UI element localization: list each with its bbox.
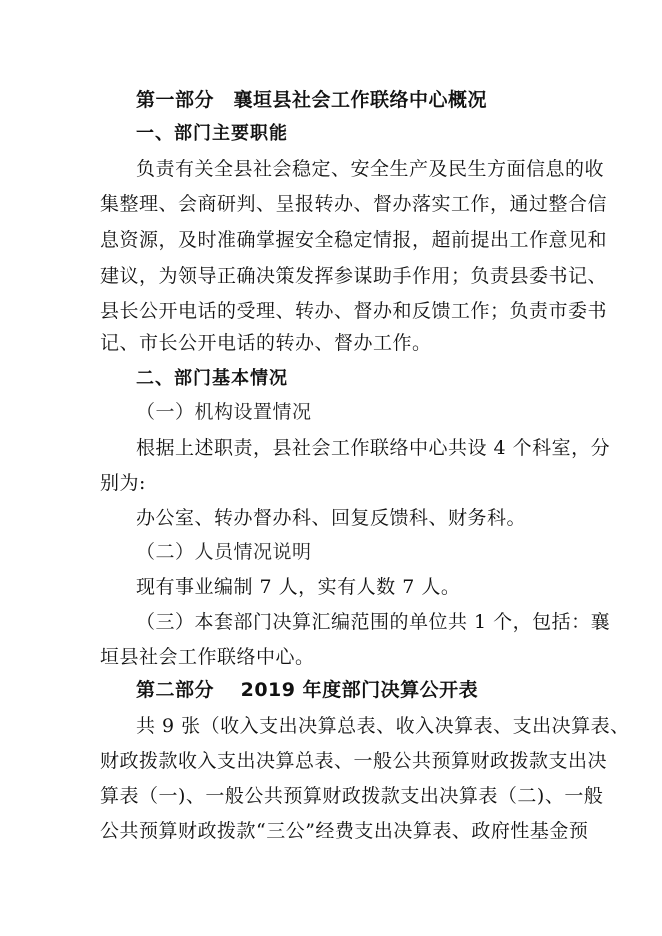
- subsection1-heading: （一）机构设置情况: [136, 401, 312, 423]
- subsection1-line-2: 别为:: [100, 472, 146, 494]
- section1-line-3: 息资源，及时准确掌握安全稳定情报，超前提出工作意见和: [100, 229, 608, 251]
- section1-line-1: 负责有关全县社会稳定、安全生产及民生方面信息的收: [136, 158, 605, 180]
- section1-heading: 一、部门主要职能: [136, 123, 288, 144]
- subsection1-line-3: 办公室、转办督办科、回复反馈科、财务科。: [136, 507, 527, 529]
- subsection3-line-2: 垣县社会工作联络中心。: [100, 646, 315, 668]
- part2-title: 第二部分 2019 年度部门决算公开表: [136, 679, 479, 701]
- section1-line-4: 建议，为领导正确决策发挥参谋助手作用；负责县委书记、: [100, 265, 608, 287]
- part2-line-2: 财政拨款收入支出决算总表、一般公共预算财政拨款支出决: [100, 750, 608, 772]
- part2-line-4: 公共预算财政拨款“三公”经费支出决算表、政府性基金预: [100, 820, 589, 842]
- part1-title: 第一部分 襄垣县社会工作联络中心概况: [136, 89, 488, 111]
- part2-line-1: 共 9 张（收入支出决算总表、收入决算表、支出决算表、: [136, 715, 630, 737]
- part2-line-3: 算表（一)、一般公共预算财政拨款支出决算表（二)、一般: [100, 785, 604, 807]
- subsection1-line-1: 根据上述职责，县社会工作联络中心共设 4 个科室，分: [136, 437, 611, 459]
- subsection3-line-1: （三）本套部门决算汇编范围的单位共 1 个，包括：襄: [136, 611, 611, 633]
- section2-heading: 二、部门基本情况: [136, 368, 288, 389]
- subsection2-line: 现有事业编制 7 人，实有人数 7 人。: [136, 576, 461, 598]
- section1-line-6: 记、市长公开电话的转办、督办工作。: [100, 332, 432, 354]
- section1-line-5: 县长公开电话的受理、转办、督办和反馈工作；负责市委书: [100, 300, 608, 322]
- subsection2-heading: （二）人员情况说明: [136, 541, 312, 563]
- section1-line-2: 集整理、会商研判、呈报转办、督办落实工作，通过整合信: [100, 193, 608, 215]
